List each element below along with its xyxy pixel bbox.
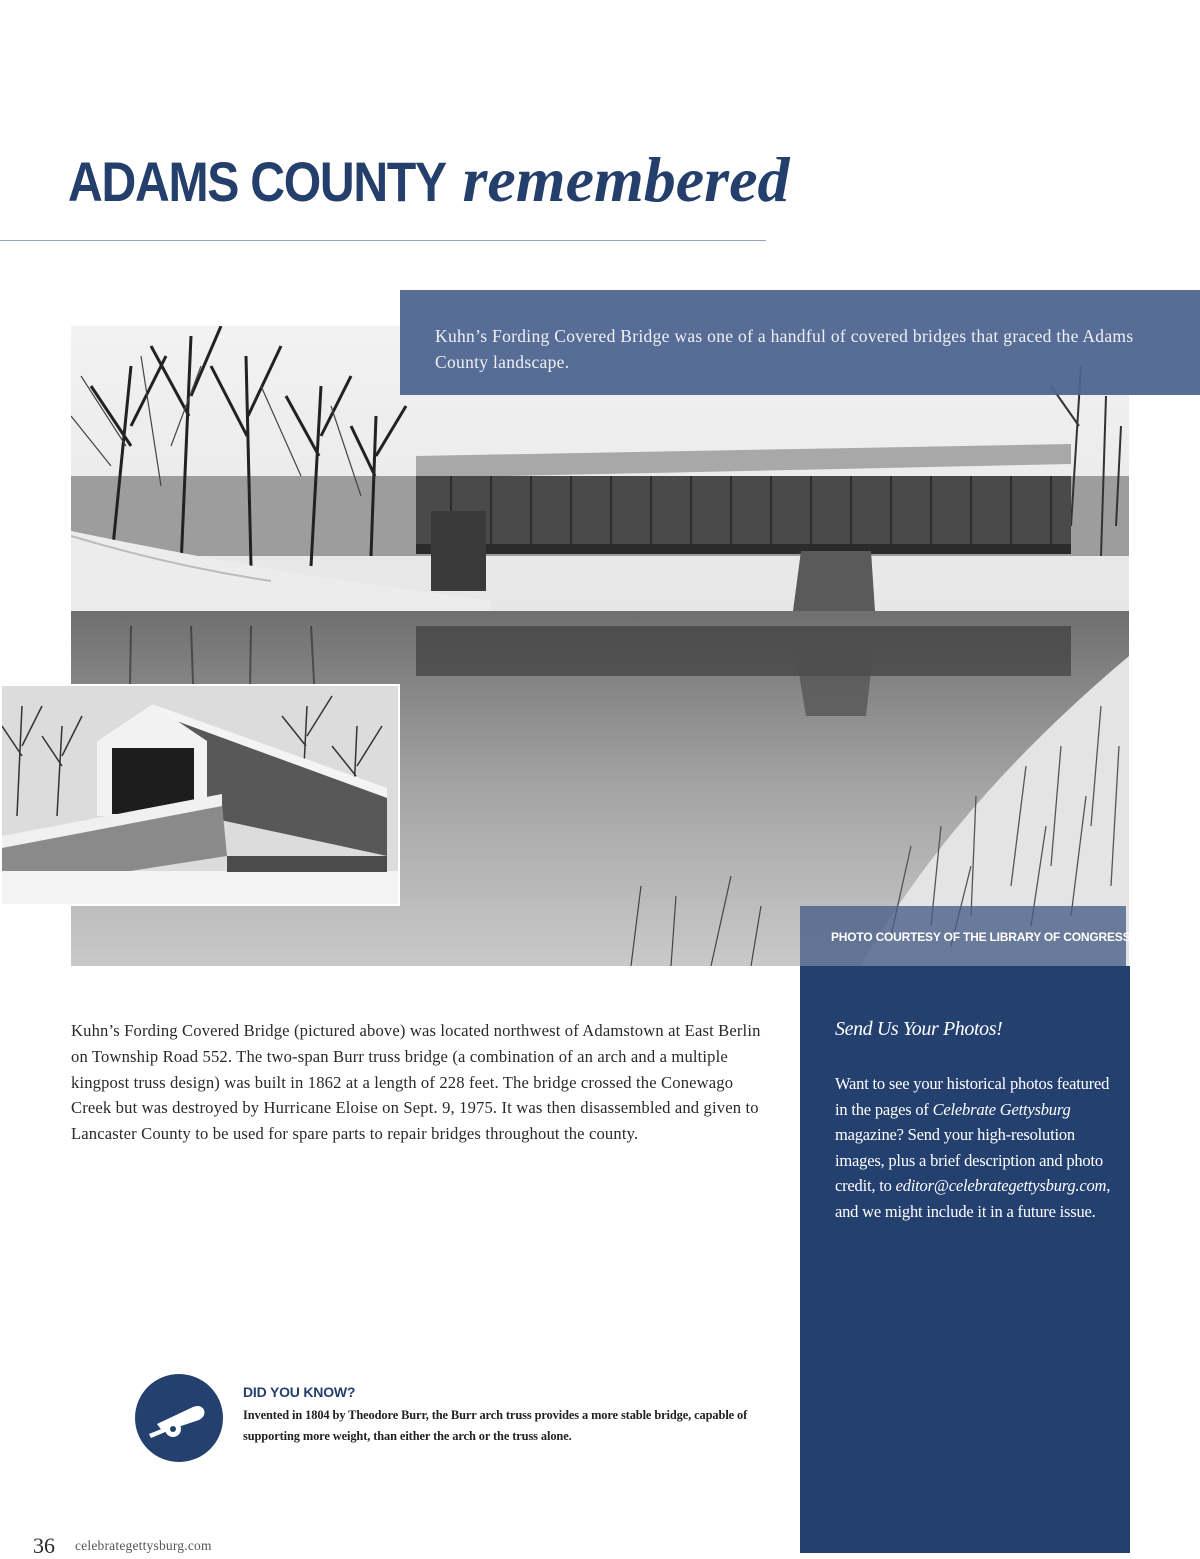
page-title: [68, 144, 790, 215]
did-you-know-text: Invented in 1804 by Theodore Burr, the Burr arch truss provides a more stable bridge, capable of supporting more weight, than either the arch or the truss alone.: [243, 1408, 748, 1443]
sidebar-body: [835, 1071, 1115, 1224]
sidebar-text-1: Want to see your historical photos featured in the pages of: [835, 1074, 1110, 1119]
photo-caption-box: [400, 290, 1200, 395]
title-divider: [0, 240, 766, 241]
site-url[interactable]: celebrategettysburg.com: [75, 1538, 212, 1553]
title-bold: ADAMS COUNTY: [68, 150, 446, 213]
photo-caption: Kuhn’s Fording Covered Bridge was one of a handful of covered bridges that graced the Adams County landscape.: [435, 326, 1134, 372]
sidebar-heading: Send Us Your Photos!: [835, 1018, 1003, 1040]
photo-credit: PHOTO COURTESY OF THE LIBRARY OF CONGRESS: [831, 930, 1131, 944]
article-body: Kuhn’s Fording Covered Bridge (pictured above) was located northwest of Adamstown at East Berlin on Township Road 552. The two-span Burr truss bridge (a combination of an arch and a multiple kingpost truss design) was built in 1862 at a length of 228 feet. The bridge crossed the Conewago Creek but was destroyed by Hurricane Eloise on Sept. 9, 1975. It was then disassembled and given to Lancaster County to be used for spare parts to repair bridges throughout the county.: [71, 1021, 761, 1144]
photo-credit-band: [800, 906, 1131, 966]
did-you-know-heading: DID YOU KNOW?: [243, 1384, 356, 1400]
page-number: 36: [33, 1533, 55, 1558]
editor-email-link[interactable]: editor@celebrategettysburg.com: [895, 1176, 1107, 1195]
sidebar-text-2: magazine? Send your high-resolution images, plus a brief description and photo credit, to: [835, 1125, 1103, 1195]
sidebar-text-3: , and we might include it in a future issue.: [835, 1176, 1111, 1221]
publication-name: Celebrate Gettysburg: [932, 1099, 1071, 1119]
inset-bridge-photo: [0, 684, 400, 906]
send-photos-sidebar: [800, 966, 1130, 1553]
cannon-icon: [135, 1374, 223, 1462]
title-italic: remembered: [462, 144, 790, 215]
